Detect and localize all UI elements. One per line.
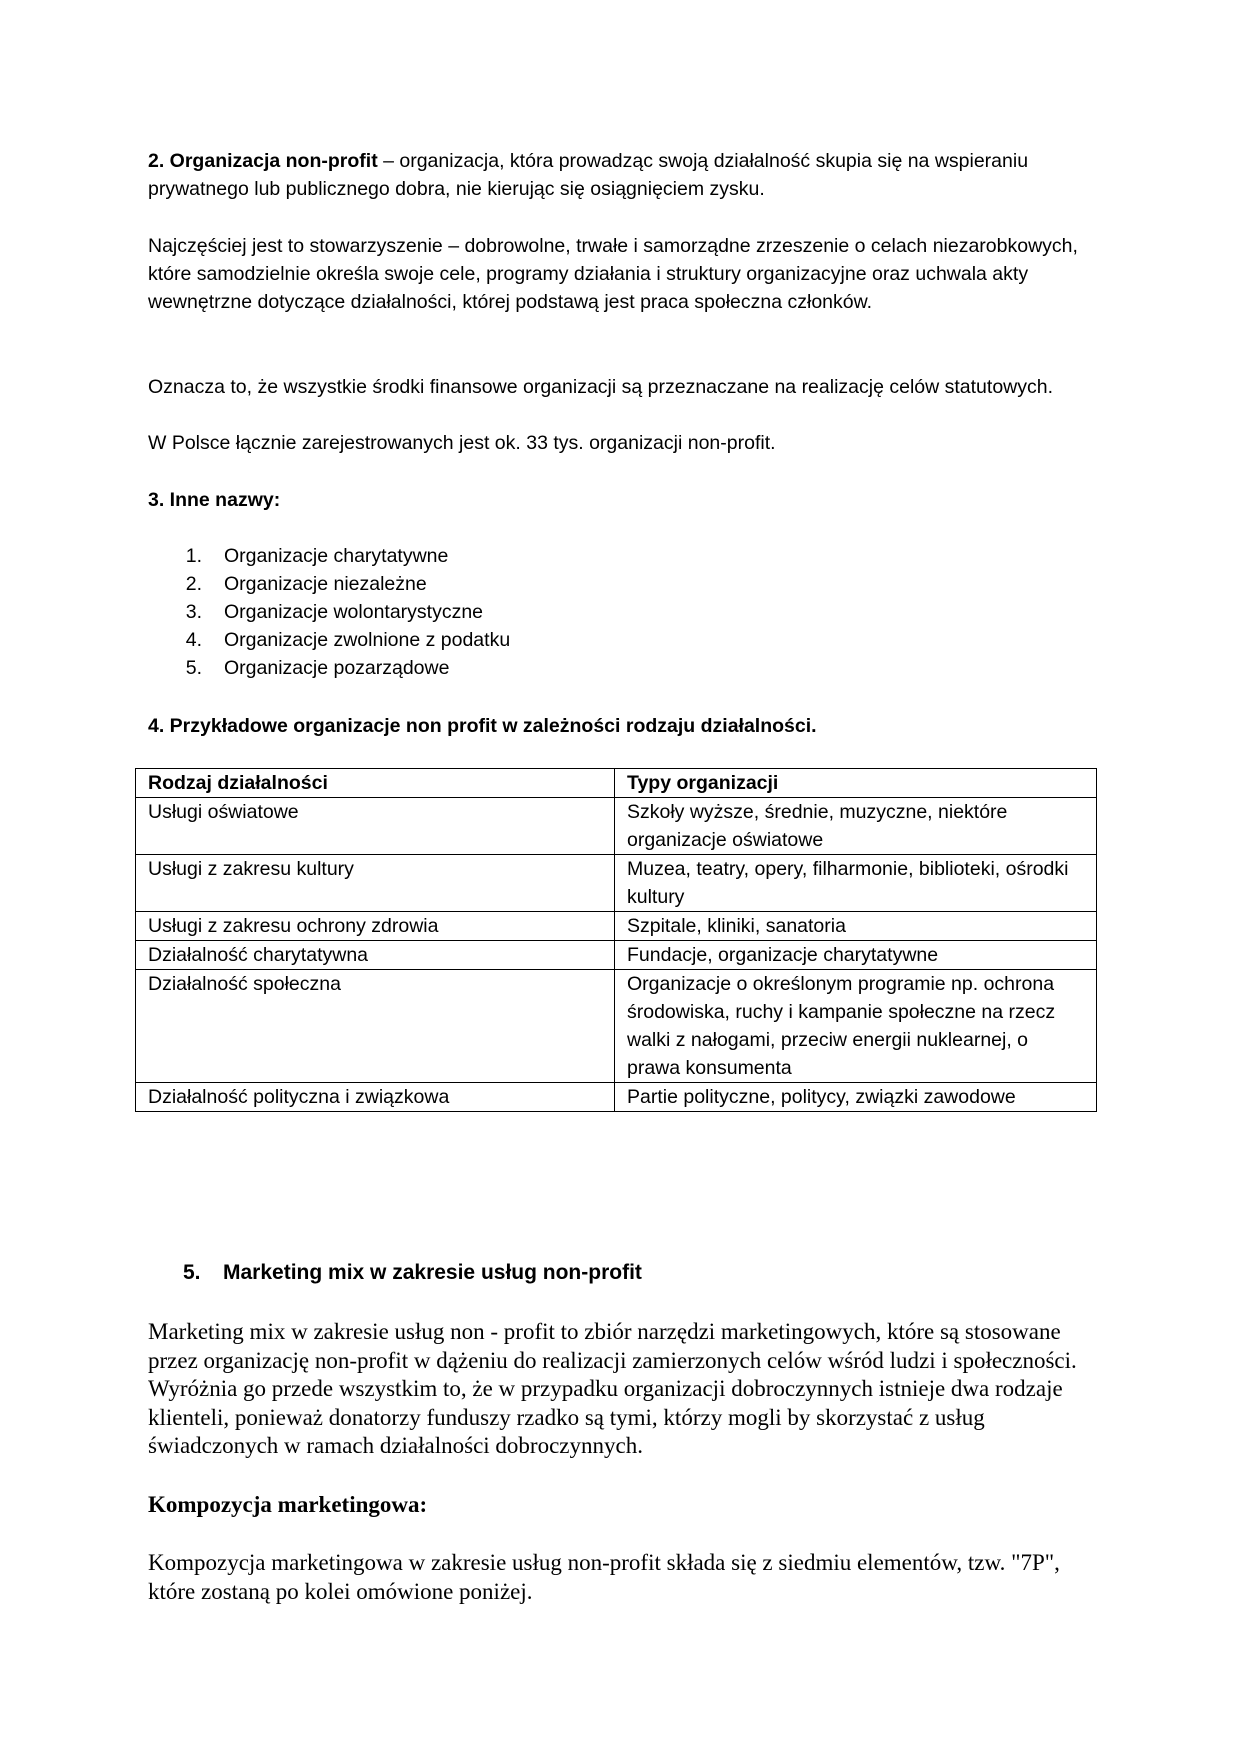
- heading-marketing-mix: [183, 1258, 642, 1288]
- paragraph-definition: [148, 147, 1098, 203]
- list-number: 1.: [185, 545, 202, 567]
- list-text: Organizacje zwolnione z podatku: [224, 629, 511, 651]
- table-cell: Szpitale, kliniki, sanatoria: [615, 912, 1097, 941]
- table-cell: Organizacje o określonym programie np. ochrona środowiska, ruchy i kampanie społeczne na rzecz walki z nałogami, przeciw energii nuklearnej, o prawa konsumenta: [615, 970, 1097, 1083]
- table-header-cell: Typy organizacji: [615, 769, 1097, 798]
- table-cell: Partie polityczne, politycy, związki zawodowe: [615, 1083, 1097, 1112]
- paragraph-funds: Oznacza to, że wszystkie środki finansowe organizacji są przeznaczane na realizację celów statutowych.: [148, 376, 1054, 398]
- definition-text: – organizacja, która prowadząc swoją działalność skupia się na wspieraniu prywatnego lub publicznego dobra, nie kierując się osiągnięciem zysku.: [148, 150, 1029, 200]
- list-item: [148, 626, 510, 654]
- organizations-table: [135, 768, 1097, 1112]
- heading-number: 5.: [183, 1261, 201, 1284]
- table-header-row: [136, 769, 1097, 798]
- paragraph-marketing-mix: Marketing mix w zakresie usług non - profit to zbiór narzędzi marketingowych, które są stosowane przez organizację non-profit w dążeniu do realizacji zamierzonych celów wśród ludzi i społeczności. Wyróżnia go przede wszystkim to, że w przypadku organizacji dobroczynnych istnieje dwa rodzaje klienteli, ponieważ donatorzy funduszy rzadko są tymi, którzy mogli by skorzystać z usług świadczonych w ramach działalności dobroczynnych.: [148, 1319, 1077, 1458]
- table-row: [136, 1083, 1097, 1112]
- table-cell: Działalność charytatywna: [136, 941, 615, 970]
- table-cell: Fundacje, organizacje charytatywne: [615, 941, 1097, 970]
- heading-examples: 4. Przykładowe organizacje non profit w zależności rodzaju działalności.: [148, 715, 817, 737]
- table-cell: Muzea, teatry, opery, filharmonie, biblioteki, ośrodki kultury: [615, 855, 1097, 912]
- list-text: Organizacje wolontarystyczne: [224, 601, 484, 623]
- table-cell: Usługi oświatowe: [136, 798, 615, 855]
- table-row: [136, 912, 1097, 941]
- heading-text: Marketing mix w zakresie usług non-profit: [223, 1261, 642, 1284]
- table-cell: Szkoły wyższe, średnie, muzyczne, niektóre organizacje oświatowe: [615, 798, 1097, 855]
- list-text: Organizacje charytatywne: [224, 545, 449, 567]
- list-item: [148, 598, 510, 626]
- list-number: 3.: [185, 601, 202, 623]
- list-number: 2.: [185, 573, 202, 595]
- table-row: [136, 941, 1097, 970]
- paragraph-association: Najczęściej jest to stowarzyszenie – dobrowolne, trwałe i samorządne zrzeszenie o celach niezarobkowych, które samodzielnie określa swoje cele, programy działania i struktury organizacyjne oraz uchwala akty wewnętrzne dotyczące działalności, której podstawą jest praca społeczna członków.: [148, 235, 1078, 313]
- list-text: Organizacje niezależne: [224, 573, 427, 595]
- list-item: [148, 654, 510, 682]
- term-bold: 2. Organizacja non-profit: [148, 150, 378, 172]
- heading-other-names: 3. Inne nazwy:: [148, 489, 281, 511]
- list-item: [148, 570, 510, 598]
- table-row: [136, 798, 1097, 855]
- table-cell: Działalność społeczna: [136, 970, 615, 1083]
- other-names-list: [148, 542, 510, 682]
- table-header-cell: Rodzaj działalności: [136, 769, 615, 798]
- table-cell: Usługi z zakresu kultury: [136, 855, 615, 912]
- paragraph-composition: Kompozycja marketingowa w zakresie usług non-profit składa się z siedmiu elementów, tzw. "7P", które zostaną po kolei omówione poniżej.: [148, 1550, 1060, 1604]
- table-cell: Działalność polityczna i związkowa: [136, 1083, 615, 1112]
- table-row: [136, 855, 1097, 912]
- list-item: [148, 542, 510, 570]
- list-text: Organizacje pozarządowe: [224, 657, 450, 679]
- paragraph-poland-count: W Polsce łącznie zarejestrowanych jest ok. 33 tys. organizacji non-profit.: [148, 432, 776, 454]
- table-row: [136, 970, 1097, 1083]
- list-number: 5.: [185, 657, 202, 679]
- heading-composition: Kompozycja marketingowa:: [148, 1492, 428, 1517]
- table-cell: Usługi z zakresu ochrony zdrowia: [136, 912, 615, 941]
- list-number: 4.: [185, 629, 202, 651]
